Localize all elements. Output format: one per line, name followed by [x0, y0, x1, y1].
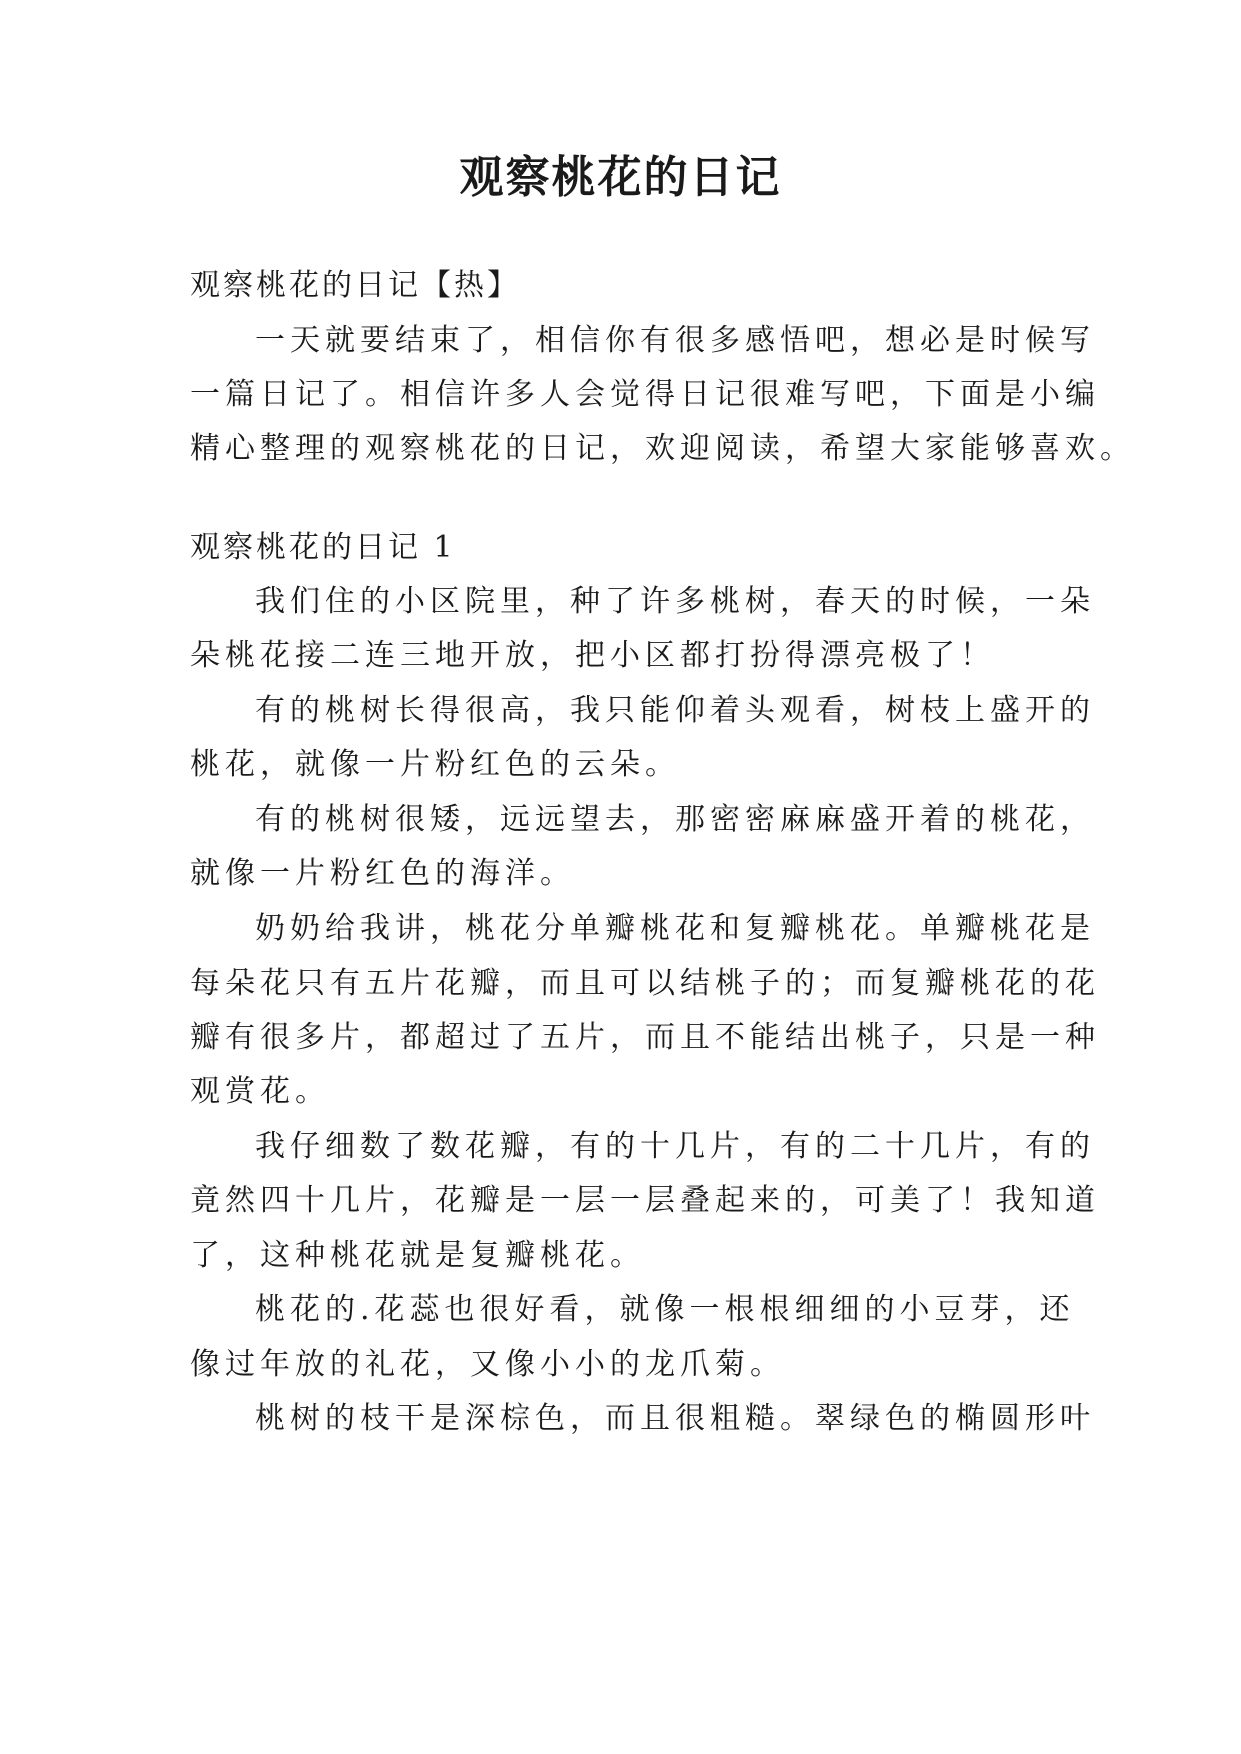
text-line: 竟然四十几片，花瓣是一层一层叠起来的，可美了！我知道	[190, 1183, 1100, 1218]
text-line: 每朵花只有五片花瓣，而且可以结桃子的；而复瓣桃花的花	[190, 966, 1100, 1001]
text-line: 精心整理的观察桃花的日记，欢迎阅读，希望大家能够喜欢。	[190, 431, 1135, 466]
text-line: 一篇日记了。相信许多人会觉得日记很难写吧，下面是小编	[190, 377, 1100, 412]
text-line: 有的桃树很矮，远远望去，那密密麻麻盛开着的桃花，	[255, 802, 1095, 837]
section-heading: 观察桃花的日记【热】	[190, 268, 520, 303]
text-line: 奶奶给我讲，桃花分单瓣桃花和复瓣桃花。单瓣桃花是	[255, 911, 1095, 946]
section-heading: 观察桃花的日记 1	[190, 530, 456, 565]
text-line: 了，这种桃花就是复瓣桃花。	[190, 1238, 645, 1273]
text-line: 我仔细数了数花瓣，有的十几片，有的二十几片，有的	[255, 1129, 1095, 1164]
text-line: 像过年放的礼花，又像小小的龙爪菊。	[190, 1347, 785, 1382]
text-line: 桃树的枝干是深棕色，而且很粗糙。翠绿色的椭圆形叶	[255, 1401, 1095, 1436]
text-line: 一天就要结束了，相信你有很多感悟吧，想必是时候写	[255, 323, 1095, 358]
text-line: 有的桃树长得很高，我只能仰着头观看，树枝上盛开的	[255, 693, 1095, 728]
text-line: 朵桃花接二连三地开放，把小区都打扮得漂亮极了！	[190, 638, 995, 673]
text-line: 瓣有很多片，都超过了五片，而且不能结出桃子，只是一种	[190, 1020, 1100, 1055]
text-line: 桃花的.花蕊也很好看，就像一根根细细的小豆芽，还	[255, 1292, 1075, 1327]
text-line: 我们住的小区院里，种了许多桃树，春天的时候，一朵	[255, 584, 1095, 619]
document-title: 观察桃花的日记	[459, 152, 782, 203]
text-line: 观赏花。	[190, 1074, 330, 1109]
text-line: 桃花，就像一片粉红色的云朵。	[190, 747, 680, 782]
text-line: 就像一片粉红色的海洋。	[190, 856, 575, 891]
